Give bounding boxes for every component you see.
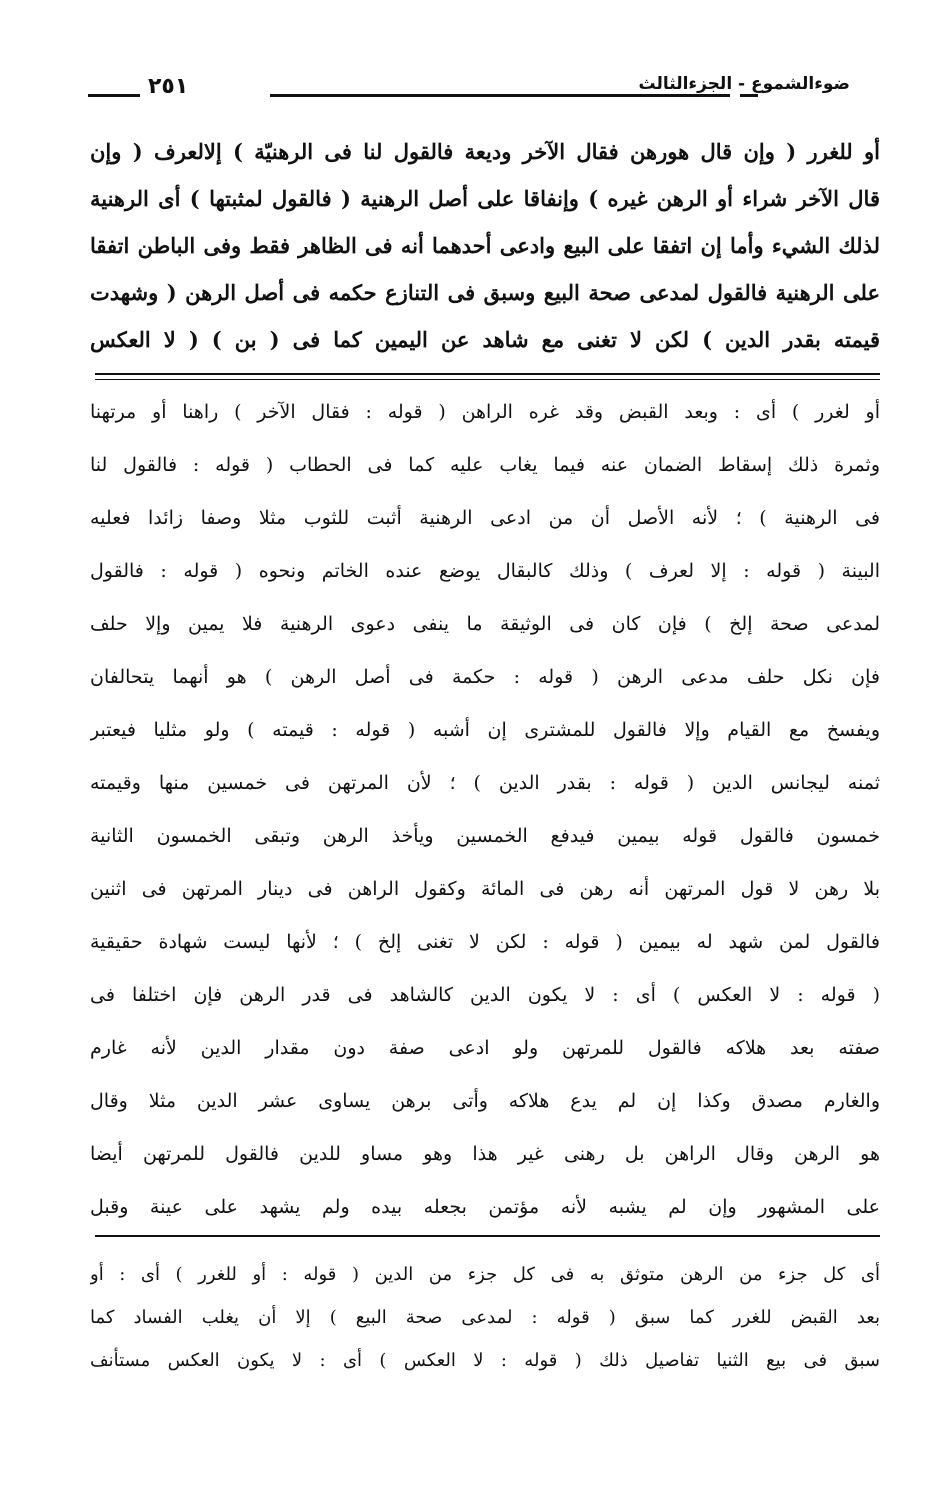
main-text-line: قال الآخر شراء أو الرهن غيره ) وإنفاقا على أصل الرهنية ( فالقول لمثبتها ) أى الرهنية — [90, 186, 880, 211]
main-text-line: أو للغرر ( وإن قال هورهن فقال الآخر وديعة فالقول لنا فى الرهنيّة ) إلالعرف ( وإن — [90, 139, 880, 164]
commentary-line: ويفسخ مع القيام وإلا فالقول للمشترى إن أشبه ( قوله : قيمته ) ولو مثليا فيعتبر — [90, 719, 880, 741]
header-rule-right — [740, 94, 758, 97]
commentary-line: بلا رهن لا قول المرتهن أنه رهن فى المائة وكقول الراهن فى دينار المرتهن فى اثنين — [90, 878, 880, 900]
commentary-line: ( قوله : لا العكس ) أى : لا يكون الدين كالشاهد فى قدر الرهن فإن اختلفا فى — [90, 984, 880, 1006]
commentary-line: أو لغرر ) أى : وبعد القبض وقد غره الراهن ( قوله : فقال الآخر ) راهنا أو مرتهنا — [90, 401, 880, 423]
commentary-line: وثمرة ذلك إسقاط الضمان عنه فيما يغاب عليه كما فى الحطاب ( قوله : فالقول لنا — [90, 454, 880, 476]
commentary-line: البينة ( قوله : إلا لعرف ) وذلك كالبقال يوضع عنده الخاتم ونحوه ( قوله : فالقول — [90, 560, 880, 582]
commentary-line: صفته بعد هلاكه فالقول للمرتهن ولو ادعى صفة دون مقدار الدين لأنه غارم — [90, 1037, 880, 1059]
commentary-line: فإن نكل حلف مدعى الرهن ( قوله : حكمة فى أصل الرهن ) هو أنهما يتحالفان — [90, 666, 880, 688]
header-rule-middle — [270, 94, 730, 97]
commentary-line: فالقول لمن شهد له بيمين ( قوله : لكن لا تغنى إلخ ) ؛ لأنها ليست شهادة حقيقية — [90, 931, 880, 953]
header-rule-left — [88, 94, 140, 97]
main-text-line: على الرهنية فالقول لمدعى صحة البيع وسبق فى التنازع حكمه فى أصل الرهن ( وشهدت — [90, 280, 880, 305]
commentary-line: والغارم مصدق وكذا إن لم يدع هلاكه وأتى برهن يساوى عشر الدين مثلا وقال — [90, 1090, 880, 1112]
commentary-line: فى الرهنية ) ؛ لأنه الأصل أن من ادعى الرهنية أثبت للثوب مثلا وصفا زائدا فعليه — [90, 507, 880, 529]
main-text — [90, 128, 880, 363]
running-title: ضوءالشموع - الجزءالثالث — [638, 74, 850, 94]
footnote-line: أى كل جزء من الرهن متوثق به فى كل جزء من الدين ( قوله : أو للغرر ) أى : أو — [90, 1264, 880, 1285]
double-rule-bottom — [95, 379, 880, 380]
footnote-separator — [95, 1235, 880, 1237]
footnote-line: بعد القبض للغرر كما سبق ( قوله : لمدعى صحة البيع ) إلا أن يغلب الفساد كما — [90, 1307, 880, 1328]
page-number: ٢٥١ — [148, 74, 189, 99]
commentary-line: خمسون فالقول قوله بيمين فيدفع الخمسين ويأخذ الرهن وتبقى الخمسون الثانية — [90, 825, 880, 847]
footnote-line: سبق فى بيع الثنيا تفاصيل ذلك ( قوله : لا العكس ) أى : لا يكون العكس مستأنف — [90, 1350, 880, 1371]
commentary-line: ثمنه ليجانس الدين ( قوله : بقدر الدين ) ؛ لأن المرتهن فى خمسين منها وقيمته — [90, 772, 880, 794]
commentary-line: لمدعى صحة إلخ ) فإن كان فى الوثيقة ما ينفى دعوى الرهنية فلا يمين وإلا حلف — [90, 613, 880, 635]
page-header — [80, 64, 880, 104]
footnotes-text — [90, 1253, 880, 1382]
commentary-line: على المشهور وإن لم يشبه لأنه مؤتمن بجعله بيده ولم يشهد على عينة وقبل — [90, 1196, 880, 1218]
double-rule-top — [95, 373, 880, 375]
main-text-line: قيمته بقدر الدين ) لكن لا تغنى مع شاهد عن اليمين كما فى ( بن ) ( لا العكس — [90, 327, 880, 352]
commentary-line: هو الرهن وقال الراهن بل رهنى غير هذا وهو مساو للدين فالقول للمرتهن أيضا — [90, 1143, 880, 1165]
main-text-line: لذلك الشيء وأما إن اتفقا على البيع وادعى أحدهما أنه فى الظاهر فقط وفى الباطن اتفقا — [90, 233, 880, 258]
commentary-text — [90, 386, 880, 1234]
